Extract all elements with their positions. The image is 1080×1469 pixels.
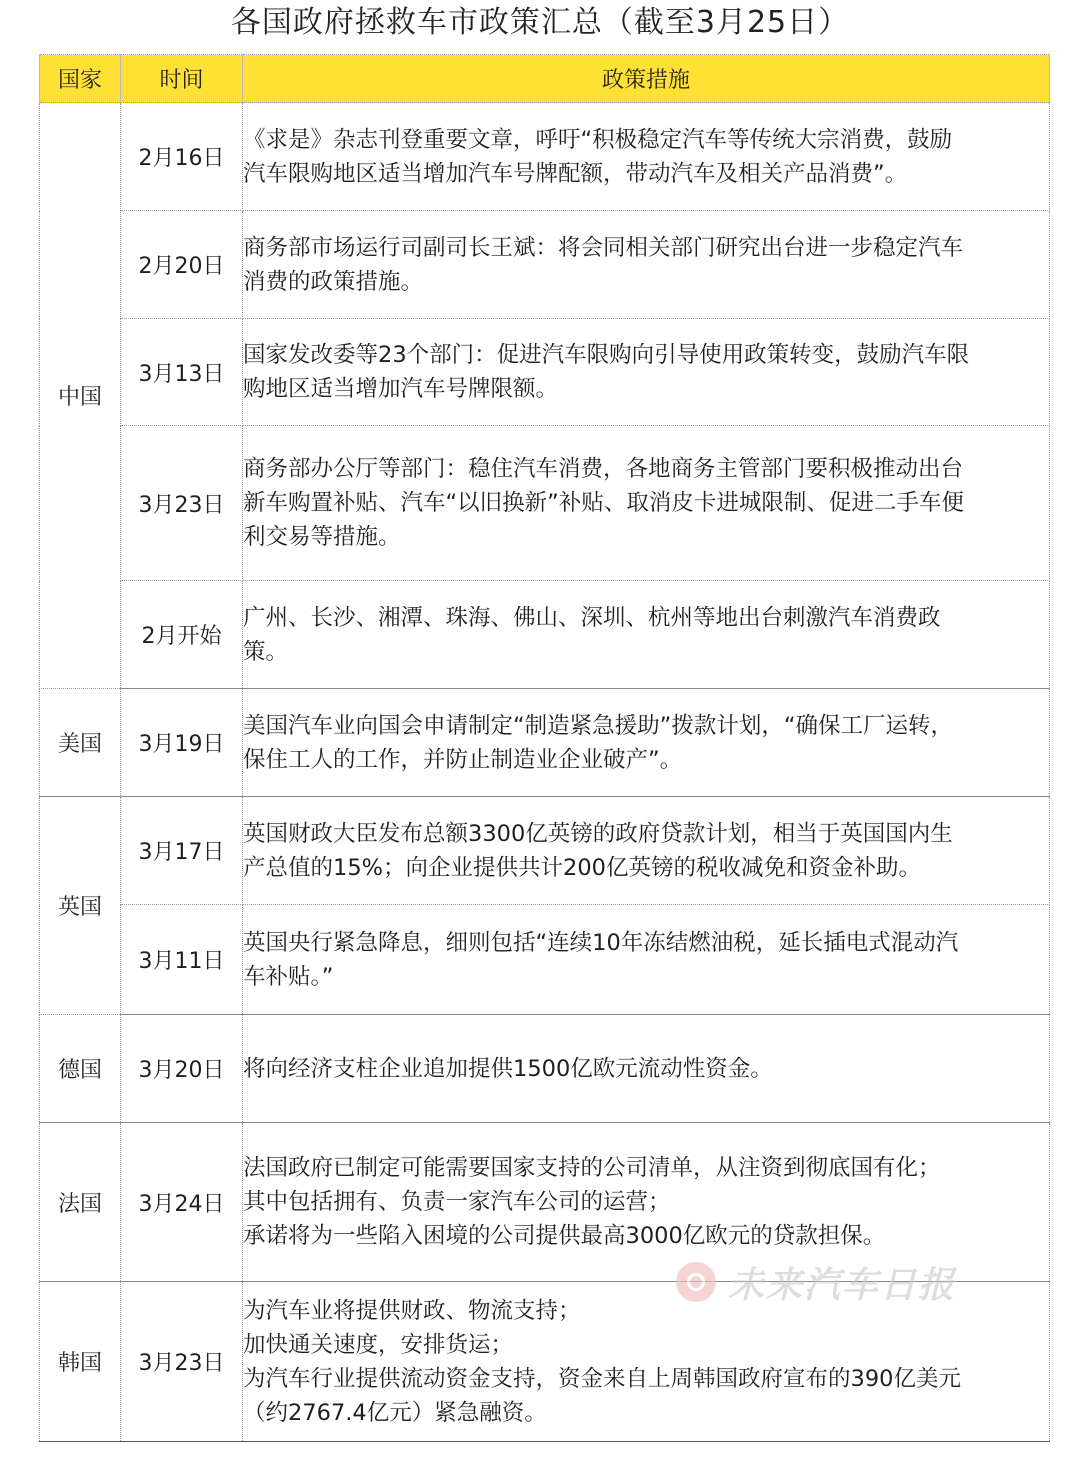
policy-line: 英国央行紧急降息，细则包括“连续10年冻结燃油税，延长插电式混动汽 [243,929,959,956]
policy-line: 《求是》杂志刊登重要文章，呼吁“积极稳定汽车等传统大宗消费，鼓励 [243,126,953,153]
policy-line: 商务部办公厅等部门：稳住汽车消费，各地商务主管部门要积极推动出台 [243,456,964,482]
row-policy [243,426,1050,581]
policy-table [39,54,1050,1442]
policy-line: 法国政府已制定可能需要国家支持的公司清单，从注资到彻底国有化； [243,1155,941,1181]
row-policy [243,581,1050,689]
table-row [40,1123,1050,1282]
header-row [40,55,1050,103]
policy-line: 利交易等措施。 [243,524,401,550]
policy-line: 新车购置补贴、汽车“以旧换新”补贴、取消皮卡进城限制、促进二手车便 [243,490,964,516]
table-row [40,211,1050,319]
table-row [40,1015,1050,1123]
policy-line: 国家发改委等23个部门：促进汽车限购向引导使用政策转变，鼓励汽车限 [243,342,970,368]
table-row [40,319,1050,426]
row-date: 2月20日 [121,211,243,319]
policy-line: 为汽车业将提供财政、物流支持； [243,1297,581,1324]
policy-line: 商务部市场运行司副司长王斌：将会同相关部门研究出台进一步稳定汽车 [243,234,964,261]
row-date: 3月24日 [121,1123,243,1282]
table-row [40,103,1050,211]
row-date: 3月23日 [121,426,243,581]
header-country: 国家 [40,55,121,103]
policy-line: 广州、长沙、湘潭、珠海、佛山、深圳、杭州等地出台刺激汽车消费政 [243,604,941,631]
policy-line: 美国汽车业向国会申请制定“制造紧急援助”拨款计划，“确保工厂运转， [243,712,953,739]
table-row [40,1282,1050,1442]
country-korea: 韩国 [40,1282,121,1442]
policy-line: 策。 [243,638,289,665]
country-china: 中国 [40,103,121,689]
policy-line: 英国财政大臣发布总额3300亿英镑的政府贷款计划，相当于英国国内生 [243,820,953,847]
row-date: 3月13日 [121,319,243,426]
watermark-text: 未来汽车日报 [728,1264,957,1306]
row-date: 3月23日 [121,1282,243,1442]
row-date: 3月20日 [121,1015,243,1123]
row-policy [243,1123,1050,1282]
row-policy [243,797,1050,905]
row-date: 3月19日 [121,689,243,797]
policy-line: 消费的政策措施。 [243,268,424,295]
page-title: 各国政府拯救车市政策汇总（截至3月25日） [230,5,850,40]
policy-line: 其中包括拥有、负责一家汽车公司的运营； [243,1189,671,1215]
policy-line: 承诺将为一些陷入困境的公司提供最高3000亿欧元的贷款担保。 [243,1223,886,1249]
row-policy [243,1282,1050,1442]
row-date: 2月16日 [121,103,243,211]
row-policy [243,905,1050,1015]
table-row [40,905,1050,1015]
row-date: 2月开始 [121,581,243,689]
table-row [40,581,1050,689]
header-policy: 政策措施 [243,55,1050,103]
policy-line: 汽车限购地区适当增加汽车号牌配额，带动汽车及相关产品消费”。 [243,160,908,187]
policy-line: （约2767.4亿元）紧急融资。 [243,1399,547,1426]
country-france: 法国 [40,1123,121,1282]
policy-line: 产总值的15%；向企业提供共计200亿英镑的税收减免和资金补助。 [243,854,921,881]
row-policy [243,319,1050,426]
row-policy [243,689,1050,797]
table-row [40,797,1050,905]
country-germany: 德国 [40,1015,121,1123]
country-usa: 美国 [40,689,121,797]
row-policy [243,211,1050,319]
policy-line: 保住工人的工作，并防止制造业企业破产”。 [243,746,683,773]
row-policy [243,1015,1050,1123]
row-date: 3月11日 [121,905,243,1015]
header-date: 时间 [121,55,243,103]
policy-line: 车补贴。” [243,963,334,990]
policy-line: 购地区适当增加汽车号牌限额。 [243,376,559,402]
policy-line: 将向经济支柱企业追加提供1500亿欧元流动性资金。 [243,1055,773,1082]
country-uk: 英国 [40,797,121,1015]
table-row [40,689,1050,797]
table-row [40,426,1050,581]
row-policy [243,103,1050,211]
row-date: 3月17日 [121,797,243,905]
policy-line: 加快通关速度，安排货运； [243,1331,514,1358]
policy-line: 为汽车行业提供流动资金支持，资金来自上周韩国政府宣布的390亿美元 [243,1365,961,1392]
